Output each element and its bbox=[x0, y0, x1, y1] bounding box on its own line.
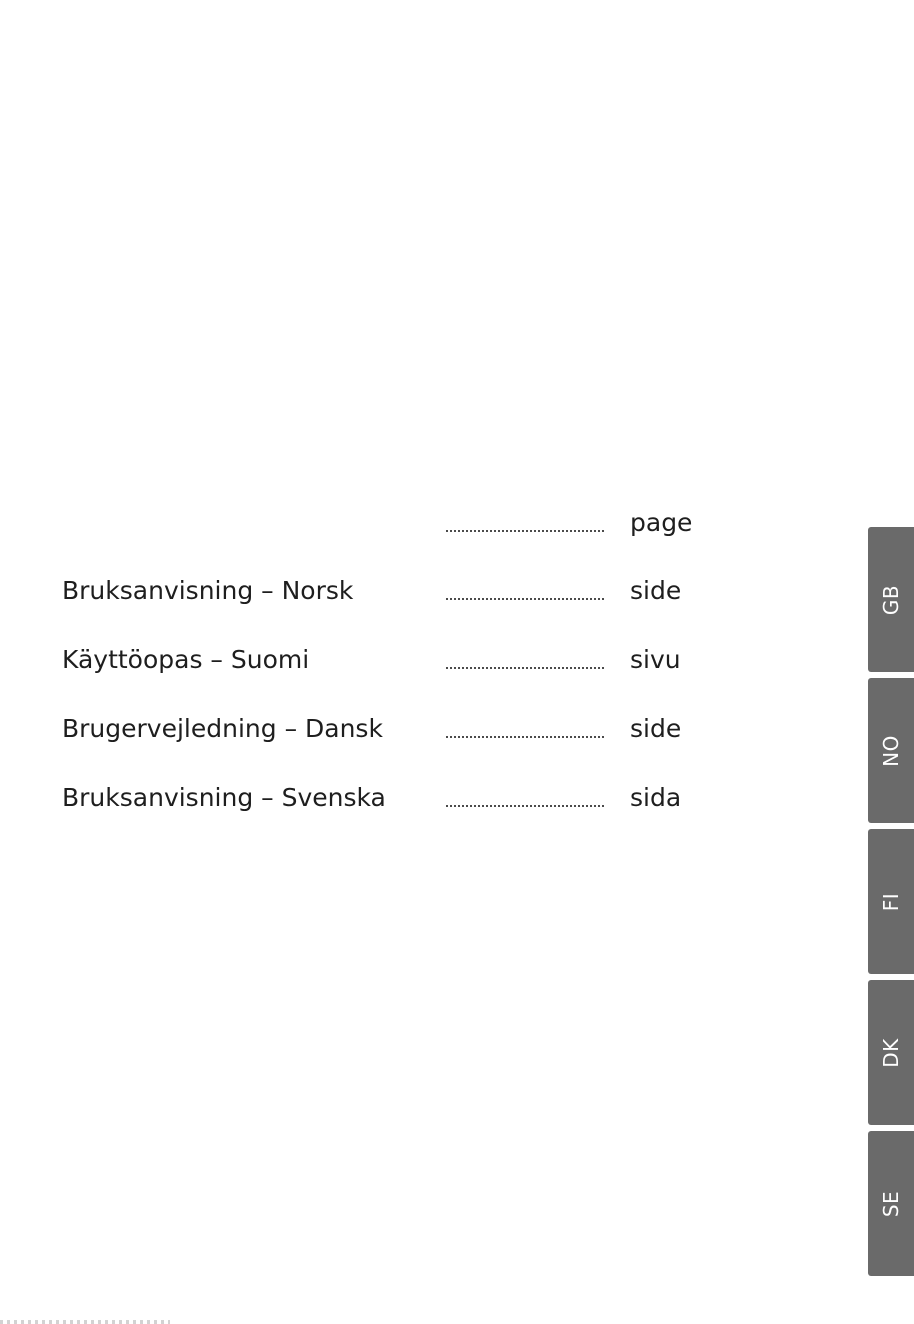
language-tab-se[interactable] bbox=[868, 1131, 914, 1276]
tab-label: GB bbox=[879, 584, 903, 615]
language-tab-gb[interactable] bbox=[868, 527, 914, 672]
toc-title: Bruksanvisning – Svenska bbox=[62, 783, 386, 812]
toc-dot-leader bbox=[445, 530, 605, 532]
toc-row-norsk[interactable] bbox=[0, 571, 860, 611]
tab-label: SE bbox=[879, 1190, 903, 1217]
toc-row-english[interactable] bbox=[0, 503, 860, 543]
tab-label: NO bbox=[879, 734, 903, 767]
toc-title: Brugervejledning – Dansk bbox=[62, 714, 383, 743]
tab-label: FI bbox=[879, 892, 903, 911]
toc-row-dansk[interactable] bbox=[0, 709, 860, 749]
toc-page-label: sivu bbox=[630, 645, 681, 674]
language-tab-fi[interactable] bbox=[868, 829, 914, 974]
language-tab-dk[interactable] bbox=[868, 980, 914, 1125]
language-tab-no[interactable] bbox=[868, 678, 914, 823]
toc-dot-leader bbox=[445, 598, 605, 600]
toc-page-label: sida bbox=[630, 783, 682, 812]
toc-page-label: side bbox=[630, 714, 682, 743]
toc-dot-leader bbox=[445, 736, 605, 738]
tab-label: DK bbox=[879, 1037, 903, 1068]
toc-dot-leader bbox=[445, 805, 605, 807]
footer-print-mark bbox=[0, 1320, 170, 1324]
toc-page-label: page bbox=[630, 508, 693, 537]
toc-row-svenska[interactable] bbox=[0, 778, 860, 818]
toc-title: Käyttöopas – Suomi bbox=[62, 645, 310, 674]
language-tabs bbox=[868, 0, 914, 1324]
toc-row-suomi[interactable] bbox=[0, 640, 860, 680]
toc-dot-leader bbox=[445, 667, 605, 669]
toc-page-label: side bbox=[630, 576, 682, 605]
toc-title: Bruksanvisning – Norsk bbox=[62, 576, 354, 605]
